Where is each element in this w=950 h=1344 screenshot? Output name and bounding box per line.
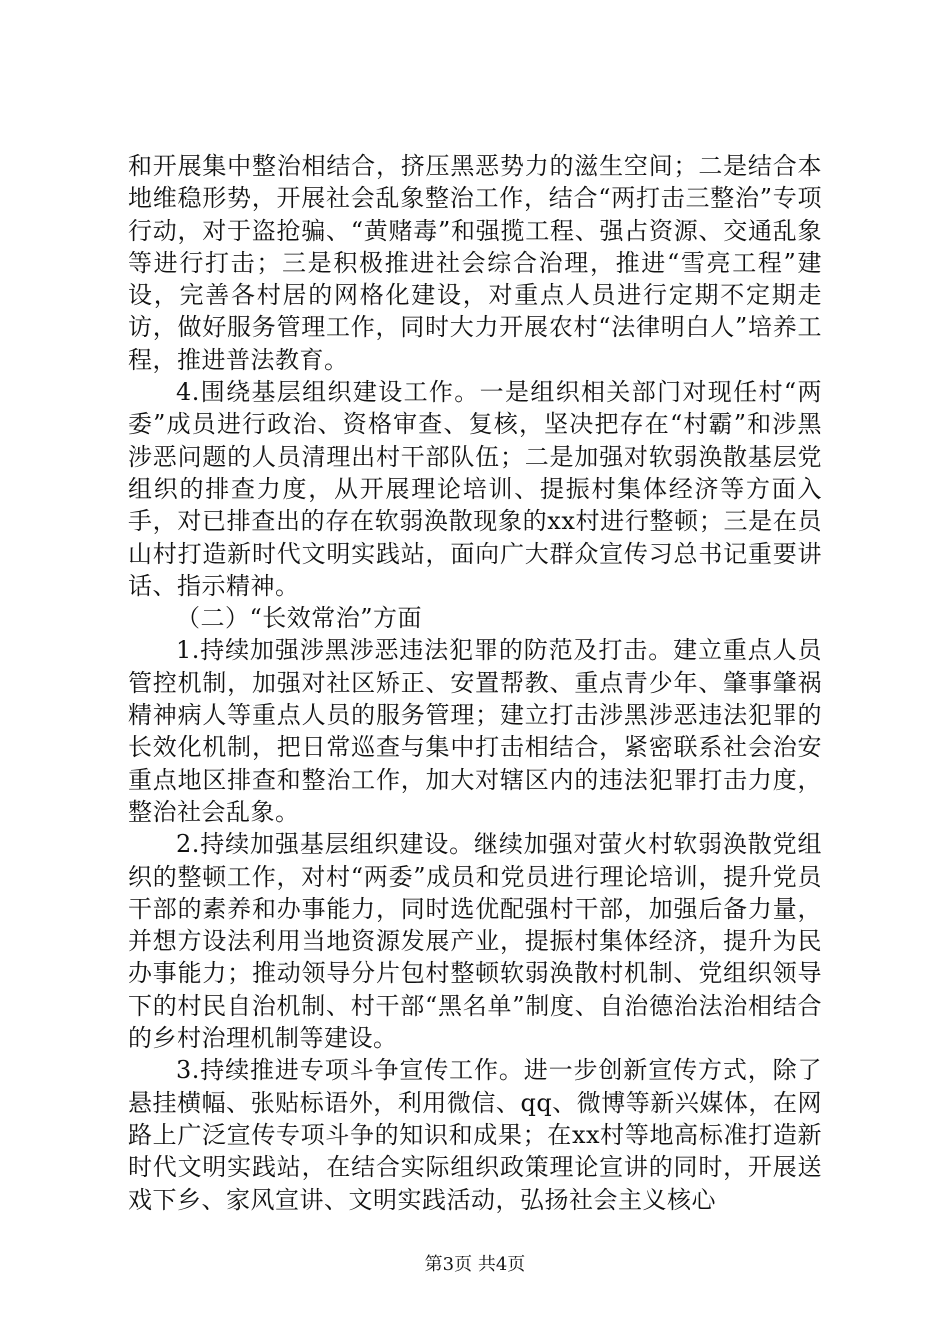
paragraph-item-1: 1.持续加强涉黑涉恶违法犯罪的防范及打击。建立重点人员管控机制，加强对社区矫正、安置帮教、重点青少年、肇事肇祸精神病人等重点人员的服务管理；建立打击涉黑涉恶违法犯罪的长效化机制，把日常巡查与集中打击相结合，紧密联系社会治安重点地区排查和整治工作，加大对辖区内的违法犯罪打击力度，整治社会乱象。 [128,636,822,826]
paragraph-continuation: 和开展集中整治相结合，挤压黑恶势力的滋生空间；二是结合本地维稳形势，开展社会乱象整治工作，结合“两打击三整治”专项行动，对于盗抢骗、“黄赌毒”和强揽工程、强占资源、交通乱象等进行打击；三是积极推进社会综合治理，推进“雪亮工程”建设，完善各村居的网格化建设，对重点人员进行定期不定期走访，做好服务管理工作，同时大力开展农村“法律明白人”培养工程，推进普法教育。 [128,152,822,374]
paragraph-item-2: 2.持续加强基层组织建设。继续加强对萤火村软弱涣散党组织的整顿工作，对村“两委”成员和党员进行理论培训，提升党员干部的素养和办事能力，同时选优配强村干部，加强后备力量，并想方设法利用当地资源发展产业，提振村集体经济，提升为民办事能力；推动领导分片包村整顿软弱涣散村机制、党组织领导下的村民自治机制、村干部“黑名单”制度、自治德治法治相结合的乡村治理机制等建设。 [128,830,822,1053]
paragraph-item-3: 3.持续推进专项斗争宣传工作。进一步创新宣传方式，除了悬挂横幅、张贴标语外，利用微信、qq、微博等新兴媒体，在网路上广泛宣传专项斗争的知识和成果；在xx村等地高标准打造新时代文明实践站，在结合实际组织政策理论宣讲的同时，开展送戏下乡、家风宣讲、文明实践活动，弘扬社会主义核心 [128,1056,822,1214]
paragraph-item-4: 4.围绕基层组织建设工作。一是组织相关部门对现任村“两委”成员进行政治、资格审查、复核，坚决把存在“村霸”和涉黑涉恶问题的人员清理出村干部队伍；二是加强对软弱涣散基层党组织的排查力度，从开展理论培训、提振村集体经济等方面入手，对已排查出的存在软弱涣散现象的xx村进行整顿；三是在员山村打造新时代文明实践站，面向广大群众宣传习总书记重要讲话、指示精神。 [128,378,822,600]
document-body [128,150,822,1216]
page-footer: 第3页 共4页 [424,1254,526,1275]
section-heading: （二）“长效常治”方面 [176,604,423,633]
